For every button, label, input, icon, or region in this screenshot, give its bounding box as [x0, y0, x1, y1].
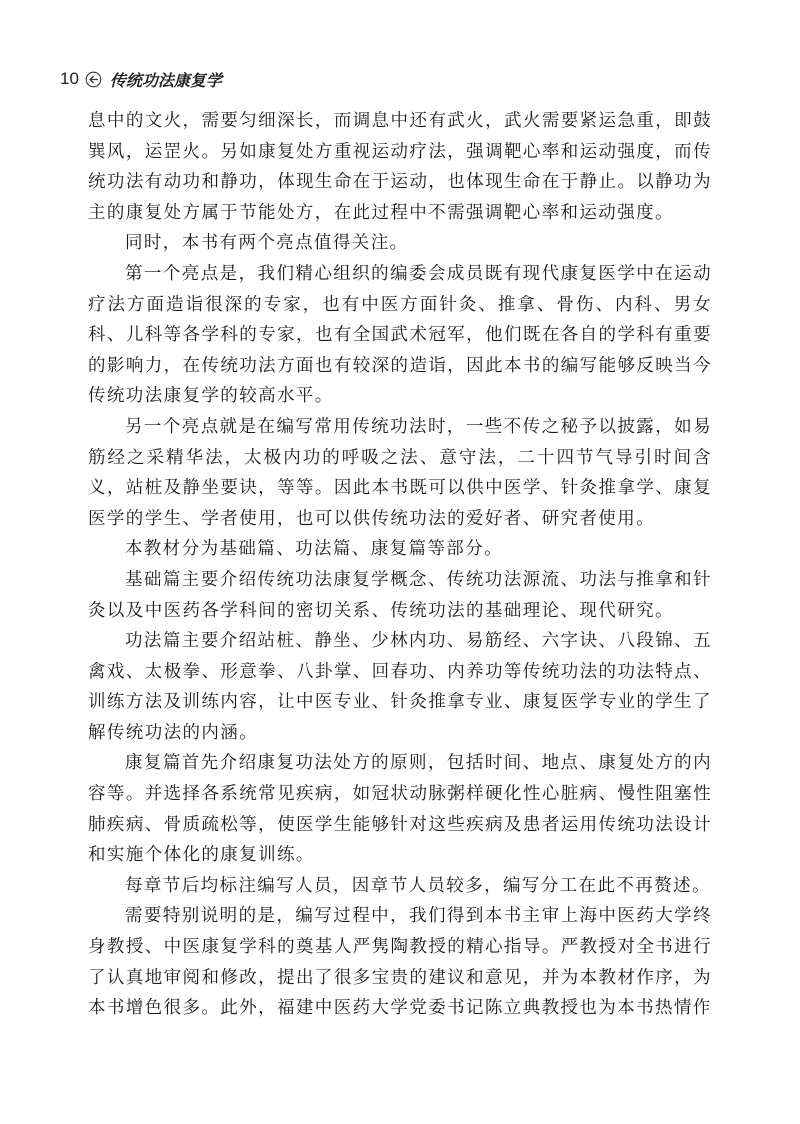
body-text [88, 106, 712, 1024]
paragraph-1: 息中的文火，需要匀细深长，而调息中还有武火，武火需要紧运急重，即鼓巽风，运罡火。另如康复处方重视运动疗法，强调靶心率和运动强度，而传统功法有动功和静功，体现生命在于运动，也体现生命在于静止。以静功为主的康复处方属于节能处方，在此过程中不需强调靶心率和运动强度。 [88, 111, 712, 223]
book-title: 传统功法康复学 [109, 70, 222, 90]
paragraph-10: 需要特别说明的是，编写过程中，我们得到本书主审上海中医药大学终身教授、中医康复学科的奠基人严隽陶教授的精心指导。严教授对全书进行了认真地审阅和修改，提出了很多宝贵的建议和意见，并为本教材作序，为本书增色很多。此外，福建中医药大学党委书记陈立典教授也为本书热情作 [88, 906, 712, 1019]
page-number: 10 [60, 69, 79, 88]
paragraph-3: 第一个亮点是，我们精心组织的编委会成员既有现代康复医学中在运动疗法方面造诣很深的专家，也有中医方面针灸、推拿、骨伤、内科、男女科、儿科等各学科的专家，也有全国武术冠军，他们既在各自的学科有重要的影响力，在传统功法方面也有较深的造诣，因此本书的编写能够反映当今传统功法康复学的较高水平。 [88, 263, 712, 407]
paragraph-4: 另一个亮点就是在编写常用传统功法时，一些不传之秘予以披露，如易筋经之采精华法，太极内功的呼吸之法、意守法，二十四节气导引时间含义，站桩及静坐要诀，等等。因此本书既可以供中医学、针灸推拿学、康复医学的学生、学者使用，也可以供传统功法的爱好者、研究者使用。 [88, 416, 712, 529]
paragraph-5: 本教材分为基础篇、功法篇、康复篇等部分。 [125, 539, 503, 560]
paragraph-9: 每章节后均标注编写人员，因章节人员较多，编写分工在此不再赘述。 [125, 875, 711, 896]
running-header [60, 66, 222, 92]
paragraph-6: 基础篇主要介绍传统功法康复学概念、传统功法源流、功法与推拿和针灸以及中医药各学科间的密切关系、传统功法的基础理论、现代研究。 [88, 569, 712, 621]
paragraph-8: 康复篇首先介绍康复功法处方的原则，包括时间、地点、康复处方的内容等。并选择各系统常见疾病，如冠状动脉粥样硬化性心脏病、慢性阻塞性肺疾病、骨质疏松等，使医学生能够针对这些疾病及患者运用传统功法设计和实施个体化的康复训练。 [88, 753, 712, 866]
paragraph-7: 功法篇主要介绍站桩、静坐、少林内功、易筋经、六字诀、八段锦、五禽戏、太极拳、形意拳、八卦掌、回春功、内养功等传统功法的功法特点、训练方法及训练内容，让中医专业、针灸推拿专业、康复医学专业的学生了解传统功法的内涵。 [88, 631, 712, 743]
paragraph-2: 同时，本书有两个亮点值得关注。 [125, 233, 409, 254]
back-arrow-circle-icon [85, 71, 102, 88]
